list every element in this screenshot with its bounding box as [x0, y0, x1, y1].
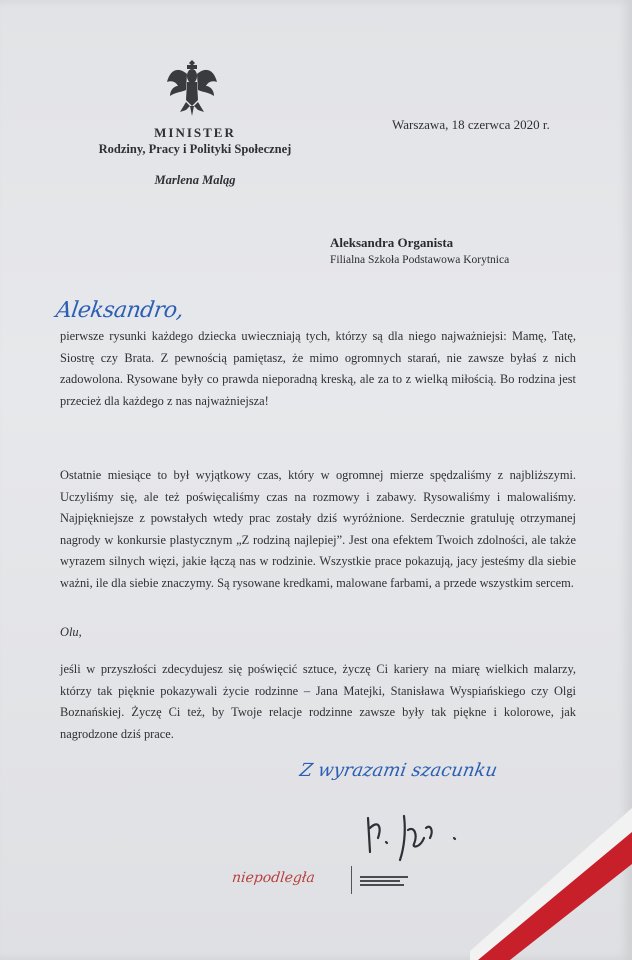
recipient-block [330, 235, 509, 266]
white-eagle-emblem-icon [164, 56, 220, 118]
ministry-title: MINISTER [154, 125, 236, 140]
niepodlegla-logo: niepodległa [231, 870, 316, 886]
white-red-ribbon [470, 808, 632, 960]
paragraph-2: Ostatnie miesiące to był wyjątkowy czas, który w ogromnej mierze spędzaliśmy z najbliższymi. Uczyliśmy się, ale też poświęcaliśmy czas na rozmowy i zabawy. Rysowaliśmy i malowaliśmy. Najpiękniejsze z powstałych wtedy prac zostały dziś wyróżnione. Serdecznie gratuluję otrzymanej nagrody w konkursie plastycznym „Z rodziną najlepiej”. Jest ona efektem Twoich zdolności, ale także wyrazem silnych więzi, jakie łączą nas w rodzinie. Wszystkie prace pokazują, jacy jesteśmy dla siebie ważni, ile dla siebie znaczymy. Są rysowane kredkami, malowane farbami, a przede wszystkim sercem. [60, 468, 576, 590]
letter-date: Warszawa, 18 czerwca 2020 r. [392, 117, 550, 132]
ministry-header [70, 125, 320, 188]
footer-divider [351, 866, 352, 894]
handwritten-signature [360, 808, 470, 868]
handwritten-greeting: Aleksandro, [54, 298, 185, 323]
ministry-name: Rodziny, Pracy i Polityki Społecznej [98, 142, 292, 156]
salutation: Olu, [60, 625, 82, 639]
paragraph-1: pierwsze rysunki każdego dziecka uwieczniają tych, którzy są dla niego najważniejsi: Mamę, Tatę, Siostrę czy Brata. Z pewnością pamiętasz, że mimo ogromnych starań, nie zawsze byłaś z nich zadowolona. Rysowane były co prawda nieporadną kreską, ale za to z wielką miłością. Bo rodzina jest przecież dla każdego z nas najważniejsza! [60, 329, 576, 408]
footer-logo-mark [360, 874, 410, 888]
minister-name: Marlena Maląg [154, 173, 236, 187]
recipient-school: Filialna Szkoła Podstawowa Korytnica [330, 254, 510, 266]
handwritten-closing: Z wyrazami szacunku [298, 760, 499, 781]
paragraph-3: jeśli w przyszłości zdecydujesz się poświęcić sztuce, życzę Ci kariery na miarę wielkich malarzy, którzy tak pięknie pokazywali życie rodzinne – Jana Matejki, Stanisława Wyspiańskiego czy Olgi Boznańskiej. Życzę Ci też, by Twoje relacje rodzinne zawsze były tak piękne i kolorowe, jak nagrodzone dziś prace. [60, 662, 576, 741]
recipient-name: Aleksandra Organista [330, 235, 454, 250]
